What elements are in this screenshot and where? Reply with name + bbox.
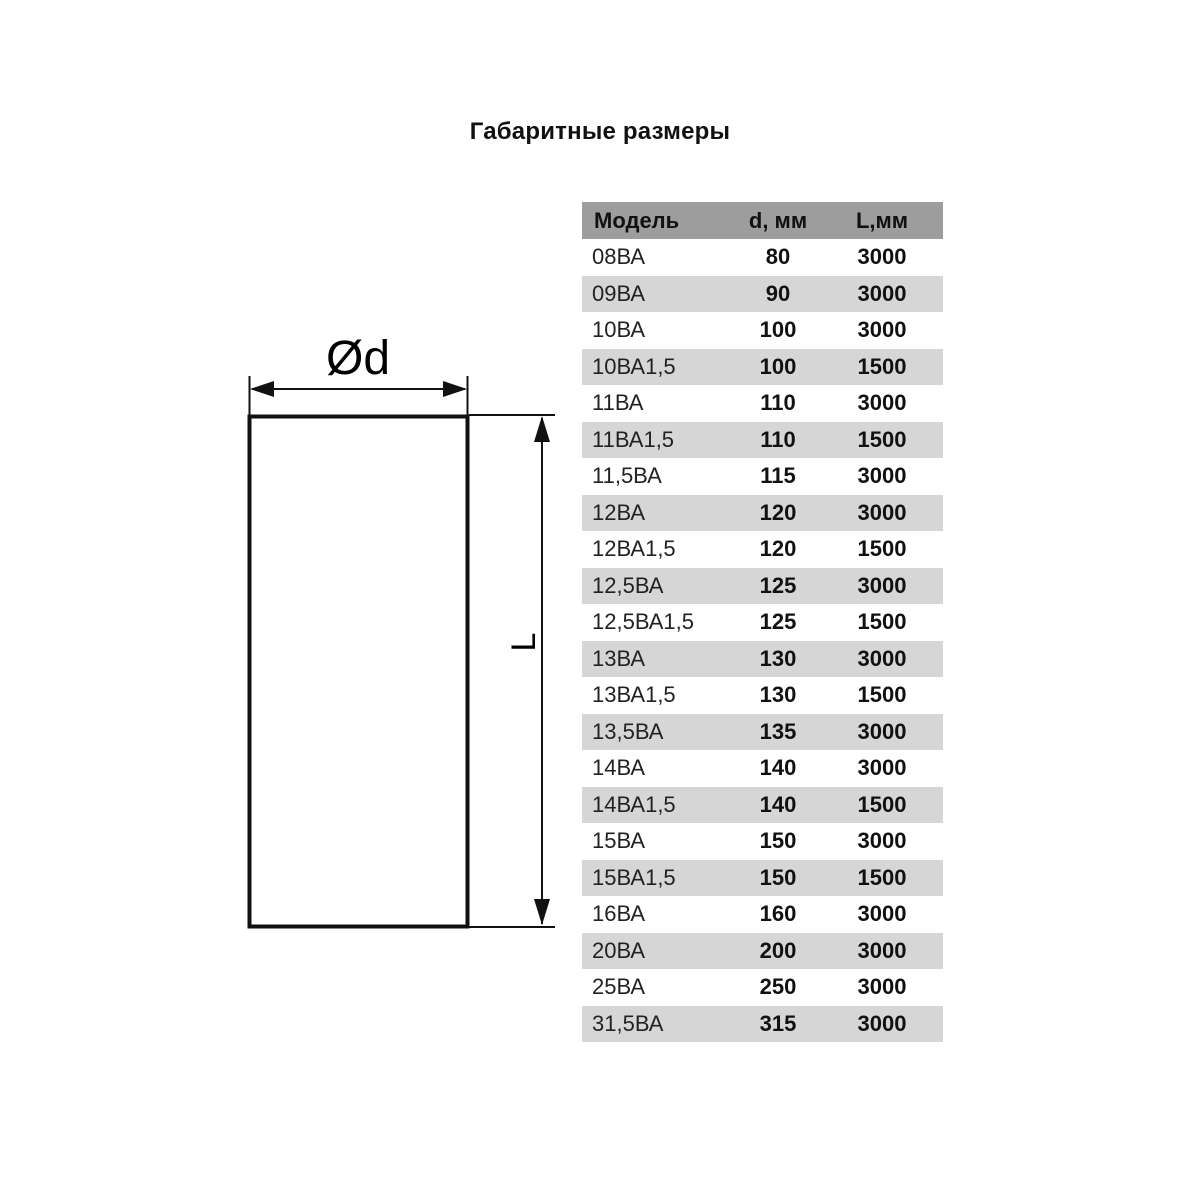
diameter-cell: 125: [735, 604, 821, 641]
header-length: L,мм: [821, 202, 943, 239]
table-row: [582, 312, 943, 349]
length-arrow-bottom: [534, 899, 550, 925]
table-row: [582, 495, 943, 532]
model-cell: 12ВА1,5: [582, 531, 735, 568]
length-cell: 3000: [821, 276, 943, 313]
length-cell: 3000: [821, 714, 943, 751]
dimensions-table: [582, 202, 943, 1042]
model-cell: 14ВА: [582, 750, 735, 787]
model-cell: 12,5ВА1,5: [582, 604, 735, 641]
table-row: [582, 276, 943, 313]
diameter-cell: 135: [735, 714, 821, 751]
length-cell: 3000: [821, 750, 943, 787]
table-row: [582, 677, 943, 714]
length-cell: 3000: [821, 568, 943, 605]
model-cell: 12,5ВА: [582, 568, 735, 605]
table-row: [582, 896, 943, 933]
model-cell: 11ВА: [582, 385, 735, 422]
table-row: [582, 385, 943, 422]
table-row: [582, 714, 943, 751]
diameter-cell: 120: [735, 531, 821, 568]
length-cell: 1500: [821, 349, 943, 386]
length-cell: 3000: [821, 458, 943, 495]
table-row: [582, 422, 943, 459]
model-cell: 14ВА1,5: [582, 787, 735, 824]
length-cell: 3000: [821, 495, 943, 532]
diameter-cell: 200: [735, 933, 821, 970]
model-cell: 11,5ВА: [582, 458, 735, 495]
model-cell: 16ВА: [582, 896, 735, 933]
table-row: [582, 568, 943, 605]
diameter-cell: 110: [735, 422, 821, 459]
model-cell: 15ВА: [582, 823, 735, 860]
model-cell: 11ВА1,5: [582, 422, 735, 459]
table-row: [582, 823, 943, 860]
length-cell: 3000: [821, 896, 943, 933]
table-row: [582, 860, 943, 897]
model-cell: 12ВА: [582, 495, 735, 532]
model-cell: 31,5ВА: [582, 1006, 735, 1043]
model-cell: 13ВА1,5: [582, 677, 735, 714]
table-row: [582, 933, 943, 970]
diameter-cell: 120: [735, 495, 821, 532]
diameter-cell: 90: [735, 276, 821, 313]
model-cell: 13,5ВА: [582, 714, 735, 751]
diameter-cell: 140: [735, 750, 821, 787]
length-cell: 3000: [821, 239, 943, 276]
diameter-cell: 115: [735, 458, 821, 495]
length-cell: 1500: [821, 531, 943, 568]
duct-outline: [250, 417, 468, 927]
model-cell: 13ВА: [582, 641, 735, 678]
diameter-cell: 160: [735, 896, 821, 933]
diameter-arrow-left: [250, 381, 274, 397]
diameter-cell: 110: [735, 385, 821, 422]
length-cell: 3000: [821, 823, 943, 860]
diameter-arrow-right: [443, 381, 467, 397]
diameter-cell: 100: [735, 312, 821, 349]
diameter-cell: 315: [735, 1006, 821, 1043]
length-cell: 1500: [821, 422, 943, 459]
table-row: [582, 969, 943, 1006]
table-row: [582, 750, 943, 787]
model-cell: 10ВА: [582, 312, 735, 349]
header-diameter: d, мм: [735, 202, 821, 239]
length-cell: 3000: [821, 641, 943, 678]
diameter-cell: 80: [735, 239, 821, 276]
diameter-cell: 150: [735, 823, 821, 860]
diameter-cell: 150: [735, 860, 821, 897]
page-title: Габаритные размеры: [469, 118, 731, 145]
model-cell: 09ВА: [582, 276, 735, 313]
model-cell: 25ВА: [582, 969, 735, 1006]
length-cell: 3000: [821, 969, 943, 1006]
length-cell: 1500: [821, 677, 943, 714]
length-cell: 3000: [821, 1006, 943, 1043]
table-row: [582, 349, 943, 386]
table-row: [582, 641, 943, 678]
length-cell: 1500: [821, 604, 943, 641]
diameter-cell: 100: [735, 349, 821, 386]
model-cell: 10ВА1,5: [582, 349, 735, 386]
diameter-cell: 250: [735, 969, 821, 1006]
model-cell: 08ВА: [582, 239, 735, 276]
length-cell: 3000: [821, 312, 943, 349]
diameter-cell: 130: [735, 641, 821, 678]
diameter-cell: 125: [735, 568, 821, 605]
header-model: Модель: [582, 202, 735, 239]
table-row: [582, 604, 943, 641]
table-row: [582, 458, 943, 495]
length-cell: 3000: [821, 385, 943, 422]
diameter-cell: 130: [735, 677, 821, 714]
diameter-label: Ød: [325, 332, 391, 385]
table-row: [582, 787, 943, 824]
model-cell: 15ВА1,5: [582, 860, 735, 897]
length-label: L: [505, 632, 543, 652]
table-header-row: [582, 202, 943, 239]
table-row: [582, 1006, 943, 1043]
length-arrow-top: [534, 416, 550, 442]
table-row: [582, 239, 943, 276]
model-cell: 20ВА: [582, 933, 735, 970]
length-cell: 3000: [821, 933, 943, 970]
length-cell: 1500: [821, 860, 943, 897]
diameter-cell: 140: [735, 787, 821, 824]
length-cell: 1500: [821, 787, 943, 824]
table-row: [582, 531, 943, 568]
